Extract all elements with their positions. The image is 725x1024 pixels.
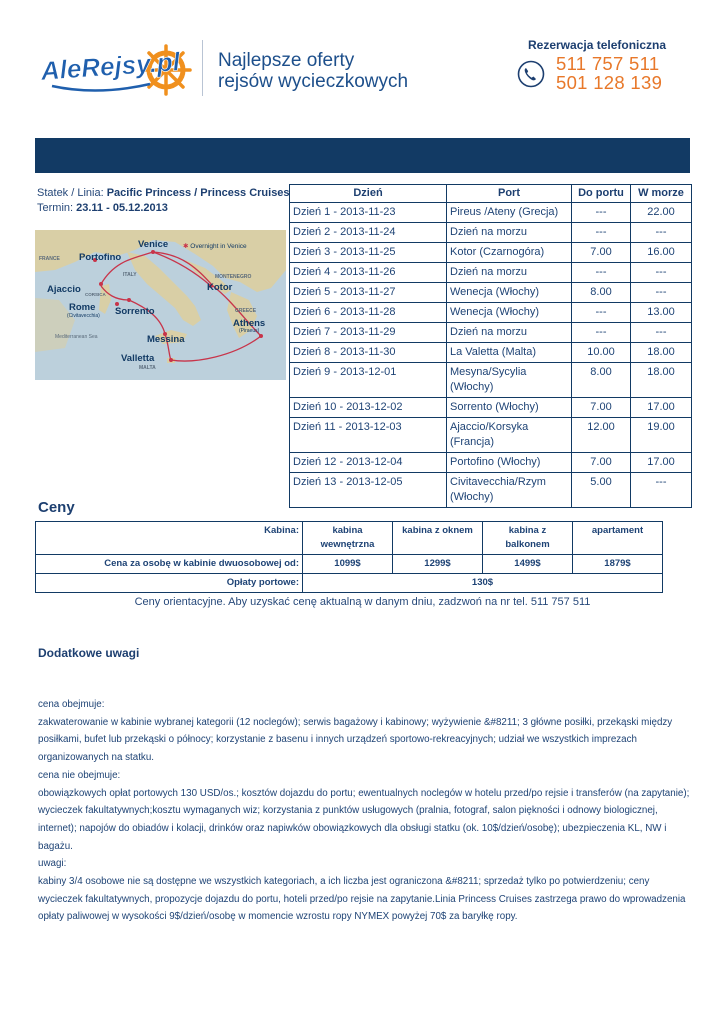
prices-note: Ceny orientacyjne. Aby uzyskać cenę aktualną w danym dniu, zadzwoń na nr tel. 511 757 511: [134, 596, 591, 608]
itinerary-port: [447, 453, 572, 473]
itinerary-departure: ---: [631, 473, 692, 508]
itinerary-departure: ---: [631, 223, 692, 243]
cabin-type: kabina wewnętrzna: [303, 522, 393, 555]
notes-line: obowiązkowych opłat portowych 130 USD/os.; kosztów dojazdu do portu; ewentualnych noclegów w hotelu przed/po rejsie i transferów (na zapytanie);: [38, 787, 690, 799]
notes-body: [38, 696, 690, 926]
notes-line: uwagi:: [38, 858, 67, 870]
itinerary-day: Dzień 4 - 2013-11-26: [290, 263, 447, 283]
itinerary-arrival: 5.00: [572, 473, 631, 508]
notes-line: cena obejmuje:: [38, 699, 105, 710]
itinerary-arrival: ---: [572, 223, 631, 243]
itinerary-departure: 18.00: [631, 343, 692, 363]
itinerary-row: [290, 343, 692, 363]
itinerary-port: [447, 203, 572, 223]
itinerary-day: Dzień 10 - 2013-12-02: [290, 398, 447, 418]
itinerary-day: Dzień 1 - 2013-11-23: [290, 203, 447, 223]
itinerary-arrival: 8.00: [572, 363, 631, 398]
itinerary-row: [290, 363, 692, 398]
phone-number-1[interactable]: 511 757 511: [556, 53, 660, 74]
price-value: 1879$: [573, 555, 663, 574]
cabin-label: Kabina:: [36, 522, 303, 555]
itinerary-departure: 22.00: [631, 203, 692, 223]
itinerary-port-line: (Włochy): [450, 381, 494, 393]
itinerary-port: [447, 323, 572, 343]
itinerary-departure: ---: [631, 323, 692, 343]
itinerary-port-line: Wenecja (Włochy): [450, 306, 540, 318]
notes-line: organizowanych na statku.: [38, 752, 154, 764]
svg-text:Athens: Athens: [233, 318, 266, 329]
tagline-line-2: rejsów wycieczkowych: [218, 71, 409, 92]
cabin-type: apartament: [573, 522, 663, 555]
itinerary-arrival: 10.00: [572, 343, 631, 363]
svg-text:Messina: Messina: [147, 334, 185, 345]
term-info: [37, 202, 168, 214]
itinerary-port-line: Pireus /Ateny (Grecja): [450, 206, 559, 218]
ship-value: Pacific Princess / Princess Cruises: [106, 187, 290, 199]
notes-line: wycieczek fakultatywnych;kosztu wymaganych wiz; korzystania z punktów usługowych (pralnia, fotograf, salon piękności i odnowy biologicznej,: [38, 805, 658, 817]
itinerary-port-line: (Francja): [450, 436, 495, 448]
notes-line: kabiny 3/4 osobowe nie są dostępne we wszystkich kategoriach, a ich liczba jest ograniczona &#8211; sprzedaż tylko po potwierdzeniu; ceny: [38, 876, 650, 888]
term-label: Termin:: [37, 202, 74, 214]
svg-text:ITALY: ITALY: [123, 272, 137, 278]
header-bar: [35, 138, 690, 173]
itinerary-port-line: Ajaccio/Korsyka: [450, 421, 529, 433]
itinerary-day: Dzień 7 - 2013-11-29: [290, 323, 447, 343]
itinerary-row: [290, 243, 692, 263]
itinerary-arrival: 7.00: [572, 453, 631, 473]
itinerary-row: [290, 398, 692, 418]
port-fees-value: 130$: [303, 574, 663, 593]
itinerary-departure: 16.00: [631, 243, 692, 263]
itinerary-port-line: Wenecja (Włochy): [450, 286, 540, 298]
itinerary-arrival: ---: [572, 263, 631, 283]
ship-info: [37, 187, 290, 199]
itinerary-departure: 19.00: [631, 418, 692, 453]
svg-text:Venice: Venice: [138, 239, 169, 250]
itinerary-port-line: Sorrento (Włochy): [450, 401, 539, 413]
phone-number-2[interactable]: 501 128 139: [556, 72, 663, 93]
itinerary-row: [290, 263, 692, 283]
tagline-line-1: Najlepsze oferty: [218, 50, 355, 71]
svg-text:Rome: Rome: [69, 302, 96, 313]
price-value: 1299$: [393, 555, 483, 574]
itinerary-departure: 13.00: [631, 303, 692, 323]
itinerary-row: [290, 223, 692, 243]
itinerary-port-line: (Włochy): [450, 491, 494, 503]
itinerary-port-line: La Valetta (Malta): [450, 346, 537, 358]
itinerary-departure: ---: [631, 263, 692, 283]
notes-line: wycieczek fakultatywnych, propozycje dojazdu do portu, hoteli przed/po rejsie na zapytanie.Linia Princess Cruises zastrzega prawo do wprowadzenia: [38, 893, 686, 905]
itinerary-row: [290, 473, 692, 508]
itinerary-day: Dzień 3 - 2013-11-25: [290, 243, 447, 263]
itinerary-day: Dzień 8 - 2013-11-30: [290, 343, 447, 363]
cabin-type: kabina z oknem: [393, 522, 483, 555]
col-header-port: Port: [447, 185, 572, 203]
svg-text:FRANCE: FRANCE: [39, 256, 60, 262]
itinerary-departure: 17.00: [631, 398, 692, 418]
itinerary-row: [290, 453, 692, 473]
itinerary-row: [290, 418, 692, 453]
itinerary-port: [447, 223, 572, 243]
svg-text:GREECE: GREECE: [235, 308, 257, 314]
itinerary-departure: ---: [631, 283, 692, 303]
svg-text:Kotor: Kotor: [207, 282, 233, 293]
route-map: [35, 230, 286, 380]
svg-text:Mediterranean Sea: Mediterranean Sea: [55, 334, 98, 340]
itinerary-port-line: Dzień na morzu: [450, 266, 528, 278]
itinerary-day: Dzień 5 - 2013-11-27: [290, 283, 447, 303]
price-value: 1099$: [303, 555, 393, 574]
itinerary-day: Dzień 6 - 2013-11-28: [290, 303, 447, 323]
itinerary-row: [290, 323, 692, 343]
itinerary-port-line: Dzień na morzu: [450, 226, 528, 238]
itinerary-departure: 18.00: [631, 363, 692, 398]
itinerary-arrival: ---: [572, 303, 631, 323]
itinerary-row: [290, 303, 692, 323]
col-header-departure: W morze: [631, 185, 692, 203]
itinerary-day: Dzień 11 - 2013-12-03: [290, 418, 447, 453]
itinerary-arrival: 8.00: [572, 283, 631, 303]
itinerary-departure: 17.00: [631, 453, 692, 473]
header-tagline: [218, 50, 408, 92]
term-value: 23.11 - 05.12.2013: [76, 202, 168, 214]
cabin-type: kabina z balkonem: [483, 522, 573, 555]
itinerary-port-line: Mesyna/Sycylia: [450, 366, 527, 378]
col-header-arrival: Do portu: [572, 185, 631, 203]
notes-line: internet); napojów do obiadów i kolacji, drinków oraz napiwków obowiązkowych dla obsługi statku (ok. 10$/dzień/osobę); ubezpieczenia KL, NW i: [38, 822, 667, 834]
notes-line: posiłkami, bufet lub przekąski o północy; korzystanie z basenu i innych urządzeń sportowo-rekreacyjnych; udział we wszystkich imprezach: [38, 734, 637, 746]
prices-table: [35, 521, 663, 593]
itinerary-port-line: Portofino (Włochy): [450, 456, 541, 468]
itinerary-day: Dzień 9 - 2013-12-01: [290, 363, 447, 398]
col-header-day: Dzień: [290, 185, 447, 203]
itinerary-port: [447, 418, 572, 453]
itinerary-port-line: Kotor (Czarnogóra): [450, 246, 545, 258]
itinerary-table: [289, 184, 692, 508]
itinerary-row: [290, 203, 692, 223]
svg-text:Sorrento: Sorrento: [115, 306, 155, 317]
itinerary-port: [447, 343, 572, 363]
notes-line: opłaty paliwowej w wysokości 9$/dzień/osobę w momencie wzrostu ropy NYMEX powyżej 70$ za baryłkę ropy.: [38, 911, 518, 923]
itinerary-port: [447, 398, 572, 418]
svg-text:Portofino: Portofino: [79, 252, 122, 263]
itinerary-port: [447, 303, 572, 323]
port-fees-row: [36, 574, 663, 593]
itinerary-day: Dzień 12 - 2013-12-04: [290, 453, 447, 473]
itinerary-arrival: 7.00: [572, 243, 631, 263]
svg-text:MALTA: MALTA: [139, 365, 156, 371]
svg-text:MONTENEGRO: MONTENEGRO: [215, 274, 252, 280]
itinerary-port: [447, 263, 572, 283]
itinerary-port: [447, 283, 572, 303]
price-row: [36, 555, 663, 574]
prices-title: Ceny: [38, 499, 75, 516]
svg-text:AleRejsy.pl: AleRejsy.pl: [39, 46, 181, 86]
notes-line: bagażu.: [38, 840, 73, 852]
svg-text:(Piraeus): (Piraeus): [239, 328, 260, 334]
itinerary-port: [447, 363, 572, 398]
port-fees-label: Opłaty portowe:: [36, 574, 303, 593]
itinerary-port: [447, 243, 572, 263]
itinerary-day: Dzień 13 - 2013-12-05: [290, 473, 447, 508]
svg-text:(Civitavecchia): (Civitavecchia): [67, 313, 100, 319]
itinerary-arrival: 7.00: [572, 398, 631, 418]
phone-icon: [517, 60, 545, 88]
svg-text:✱ Overnight in Venice: ✱ Overnight in Venice: [183, 243, 247, 250]
ship-label: Statek / Linia:: [37, 187, 104, 199]
itinerary-port-line: Civitavecchia/Rzym: [450, 476, 546, 488]
itinerary-row: [290, 283, 692, 303]
price-value: 1499$: [483, 555, 573, 574]
itinerary-arrival: ---: [572, 323, 631, 343]
notes-line: cena nie obejmuje:: [38, 769, 121, 781]
itinerary-day: Dzień 2 - 2013-11-24: [290, 223, 447, 243]
itinerary-body: [290, 203, 692, 508]
itinerary-arrival: 12.00: [572, 418, 631, 453]
itinerary-arrival: ---: [572, 203, 631, 223]
svg-text:Ajaccio: Ajaccio: [47, 284, 81, 295]
svg-text:Valletta: Valletta: [121, 353, 155, 364]
svg-text:CORSICA: CORSICA: [85, 292, 106, 297]
itinerary-header-row: [290, 185, 692, 203]
notes-line: zakwaterowanie w kabinie wybranej kategorii (12 noclegów); serwis bagażowy i kabinowy; wyżywienie &#8211; 3 główne posiłki, przekąski między: [38, 716, 673, 728]
alerejsy-logo[interactable]: [38, 38, 196, 100]
price-label: Cena za osobę w kabinie dwuosobowej od:: [36, 555, 303, 574]
cabin-row: [36, 522, 663, 555]
itinerary-port-line: Dzień na morzu: [450, 326, 528, 338]
notes-title: Dodatkowe uwagi: [38, 646, 140, 660]
header-divider: [202, 40, 203, 96]
itinerary-port: [447, 473, 572, 508]
phone-title: Rezerwacja telefoniczna: [528, 38, 667, 52]
